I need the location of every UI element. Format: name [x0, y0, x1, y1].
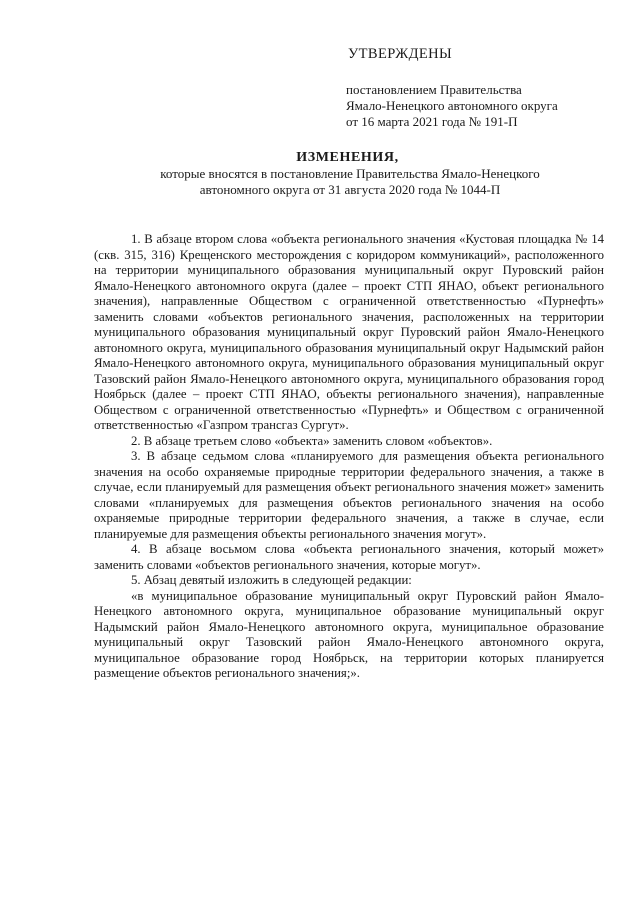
paragraph-6: «в муниципальное образование муниципальный округ Пуровский район Ямало-Ненецкого автономного округа, муниципальное образование муниципальный округ Надымский район Ямало-Ненецкого автономного округа, муниципальное образование муниципальный округ Тазовский район Ямало-Ненецкого автономного округа, муниципальное образование город Ноябрьск, на территории которых планируется размещение объектов регионального значения;».	[94, 588, 604, 680]
document-body	[94, 232, 604, 682]
document-title-block	[0, 150, 640, 198]
paragraph-5: 5. Абзац девятый изложить в следующей редакции:	[131, 573, 412, 587]
document-title: ИЗМЕНЕНИЯ,	[296, 150, 399, 165]
document-subtitle-line-2: автономного округа от 31 августа 2020 года № 1044-П	[199, 182, 501, 197]
approval-line-3: от 16 марта 2021 года № 191-П	[346, 114, 518, 129]
paragraph-1: 1. В абзаце втором слова «объекта регионального значения «Кустовая площадка № 14 (скв. 315, 316) Крещенского месторождения с коридором коммуникаций», расположенного на территории муниципального образования муниципальный округ Пуровский район Ямало-Ненецкого автономного округа (далее – проект СТП ЯНАО, объект регионального значения), направленные Обществом с ограниченной ответственностью «Пурнефть» заменить словами «объектов регионального значения, расположенных на территории муниципального образования муниципальный округ Пуровский район Ямало-Ненецкого автономного округа, муниципального образования муниципальный округ Надымский район Ямало-Ненецкого автономного округа, муниципального образования муниципальный округ Тазовский район Ямало-Ненецкого автономного округа, муниципального образования город Ноябрьск (далее – проект СТП ЯНАО, объекты регионального значения), направленные Обществом с ограниченной ответственностью «Пурнефть» и Обществом с ограниченной ответственностью «Газпром трансгаз Сургут».	[94, 232, 604, 432]
document-subtitle-line-1: которые вносятся в постановление Правительства Ямало-Ненецкого	[160, 166, 540, 181]
paragraph-3: 3. В абзаце седьмом слова «планируемого для размещения объекта регионального значения на особо охраняемые природные территории федерального значения, а также в случае, если планируемый для размещения объект регионального значения может» заменить словами «планируемых для размещения объектов регионального значения на особо охраняемые природные территории федерального значения, а также в случае, если планируемые для размещения объекты регионального значения могут».	[94, 449, 604, 541]
paragraph-2: 2. В абзаце третьем слово «объекта» заменить словом «объектов».	[131, 433, 493, 448]
paragraph-4: 4. В абзаце восьмом слова «объекта регионального значения, который может» заменить словами «объектов регионального значения, которые могут».	[94, 542, 604, 572]
approval-line-2: Ямало-Ненецкого автономного округа	[346, 98, 558, 113]
approval-heading: УТВЕРЖДЕНЫ	[348, 46, 453, 62]
approval-line-1: постановлением Правительства	[346, 82, 522, 97]
approval-block	[346, 46, 616, 130]
